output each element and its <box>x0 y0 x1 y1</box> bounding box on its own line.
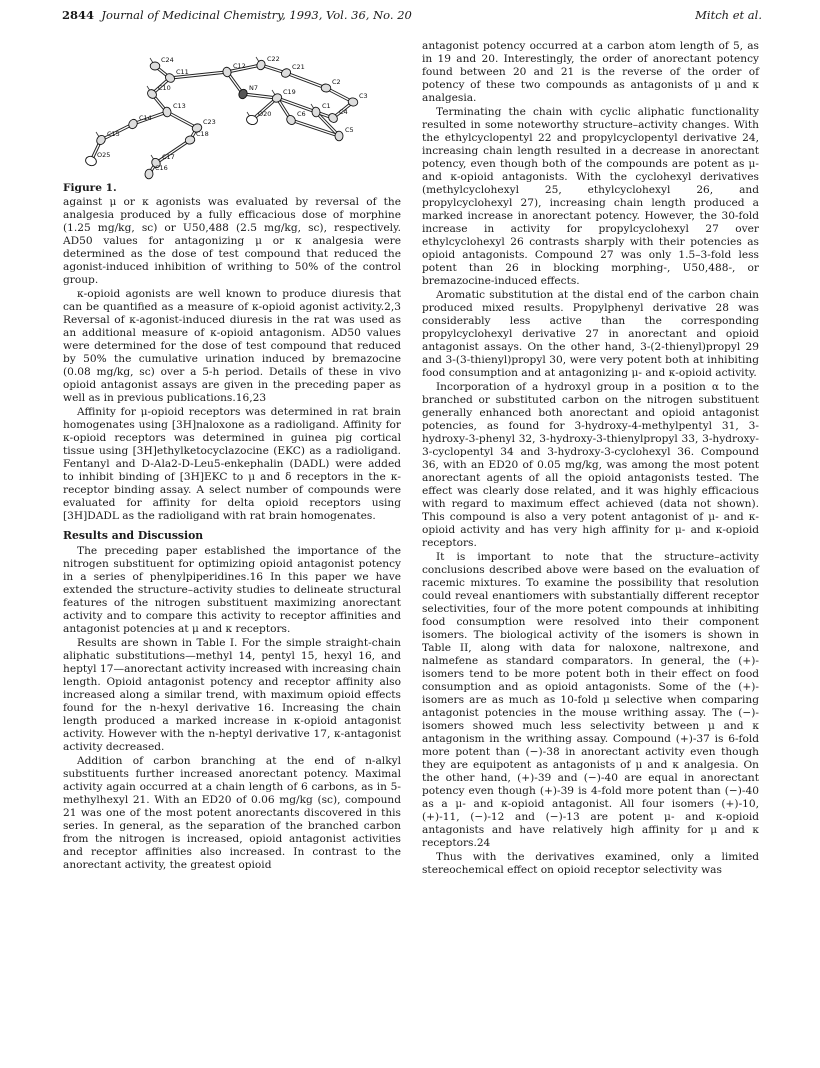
atom-label: O25 <box>97 151 111 159</box>
atom-ellipsoid <box>312 107 321 117</box>
atom-ellipsoid <box>321 84 331 93</box>
atom-label: C14 <box>139 114 152 122</box>
atom-label: C13 <box>173 102 186 110</box>
atom-label: C10 <box>158 84 171 92</box>
running-header <box>62 8 762 28</box>
atom-label: C23 <box>203 118 216 126</box>
atom-label: C11 <box>176 68 189 76</box>
atom-label: N7 <box>249 84 258 92</box>
atom-label: C21 <box>292 63 305 71</box>
section-title: Results and Discussion <box>63 529 204 542</box>
atom-ellipsoid <box>127 118 139 130</box>
page-number: 2844 <box>62 8 95 22</box>
atom-ellipsoid <box>84 155 97 167</box>
atom-label: C12 <box>233 62 246 70</box>
atom-label: C19 <box>283 88 296 96</box>
paragraph: κ-opioid agonists are well known to produce diuresis that can be quantified as a measure of κ-opioid agonist activity.2,3 Reversal of κ-agonist-induced diuresis in the rat was used as an additional measure of κ-opioid antagonism. AD50 values were determined for the dose of test compound that reduced by 50% the cumulative urination induced by bremazocine (0.08 mg/kg, sc) over a 5-h period. Details of these in vivo opioid antagonist assays are given in the preceding paper as well as in previous publications.16,23 <box>63 288 401 404</box>
paragraph: Terminating the chain with cyclic aliphatic functionality resulted in some noteworthy structure–activity changes. With the ethylcyclopentyl 22 and propylcyclopentyl derivative 24, increasing chain length resulted in a decrease in anorectant potency, even though both of the compounds are potent as μ- and κ-opioid antagonists. With the cyclohexyl derivatives (methylcyclohexyl 25, ethylcyclohexyl 26, and propylcyclohexyl 27), increasing chain length produced a marked increase in anorectant potency. However, the 30-fold increase in activity for propylcyclohexyl 27 over ethylcyclohexyl 26 contrasts sharply with their potencies as opioid antagonists. Compound 27 was only 1.5–3-fold less potent than 26 in blocking morphing-, U50,488-, or bremazocine-induced effects. <box>422 106 759 287</box>
paragraph: Incorporation of a hydroxyl group in a position α to the branched or substituted carbon on the nitrogen substituent generally enhanced both anorectant and opioid antagonist potencies, as found for 3-hydroxy-4-methylpentyl 31, 3-hydroxy-3-phenyl 32, 3-hydroxy-3-thienylpropyl 33, 3-hydroxy-3-cyclopentyl 34 and 3-hydroxy-3-cyclohexyl 36. Compound 36, with an ED20 of 0.05 mg/kg, was among the most potent anorectant agents of all the opioid antagonists tested. The effect was clearly dose related, and it was highly efficacious with regard to maximum effect achieved (data not shown). This compound is also a very potent antagonist of μ- and κ-opioid activity and has very high affinity for μ- and κ-opioid receptors. <box>422 381 759 549</box>
atom-label: C1 <box>322 102 331 110</box>
paragraph: against μ or κ agonists was evaluated by reversal of the analgesia produced by a fully efficacious dose of morphine (1.25 mg/kg, sc) or U50,488 (2.5 mg/kg, sc), respectively. AD50 values for antagonizing μ or κ analgesia were determined as the dose of test compound that reduced the agonist-induced inhibition of writhing to 50% of the control group. <box>63 196 401 286</box>
atom-label: C5 <box>345 126 354 134</box>
atom-label: C15 <box>107 130 120 138</box>
atom-label: O20 <box>258 110 272 118</box>
atom-ellipsoid <box>145 169 154 179</box>
paragraph: It is important to note that the structure–activity conclusions described above were based on the evaluation of racemic mixtures. To examine the possibility that resolution could reveal enantiomers with substantially different receptor selectivities, four of the more potent compounds at inhibiting food consumption were resolved into their component isomers. The biological activity of the isomers is shown in Table II, along with data for naloxone, naltrexone, and nalmefene as standard comparators. In general, the (+)-isomers tend to be more potent both in their effect on food consumption and as opioid antagonists. Some of the (+)-isomers are as much as 10-fold μ selective when comparing antagonist potencies in the mouse writhing assay. The (−)-isomers showed much less selectivity between μ and κ antagonism in the writhing assay. Compound (+)-37 is 6-fold more potent than (−)-38 in anorectant activity even though they are equipotent as antagonists of μ and κ analgesia. On the other hand, (+)-39 and (−)-40 are equal in anorectant potency even though (+)-39 is 4-fold more potent than (−)-40 as a μ- and κ-opioid antagonist. All four isomers (+)-10, (+)-11, (−)-12 and (−)-13 are potent μ- and κ-opioid antagonists and have relatively high affinity for μ and κ receptors.24 <box>422 551 759 849</box>
atom-label: C17 <box>162 153 175 161</box>
figure-caption: Figure 1. <box>63 182 117 194</box>
figure-1 <box>63 40 401 182</box>
running-authors: Mitch et al. <box>695 8 762 22</box>
paragraph: The preceding paper established the importance of the nitrogen substituent for optimizing opioid antagonist potency in a series of phenylpiperidines.16 In this paper we have extended the structure–activity studies to delineate structural features of the nitrogen substituent maximizing anorectant activity and to compare this activity to receptor affinities and antagonist potencies at μ and κ receptors. <box>63 545 401 635</box>
atom-ellipsoid <box>335 131 343 141</box>
atom-ellipsoid <box>256 59 267 71</box>
atom-ellipsoid <box>150 62 160 70</box>
paragraph: Thus with the derivatives examined, only a limited stereochemical effect on opioid receptor selectivity was <box>422 851 759 876</box>
paragraph: Results are shown in Table I. For the simple straight-chain aliphatic substitutions—methyl 14, pentyl 15, hexyl 16, and heptyl 17—anorectant activity increased with increasing chain length. Opioid antagonist potency and receptor affinity also increased along a similar trend, with maximum opioid effects found for the n-hexyl derivative 16. Increasing the chain length produced a marked increase in κ-opioid antagonist activity. However with the n-heptyl derivative 17, κ-antagonist activity decreased. <box>63 637 401 753</box>
bond-highlight <box>286 73 326 88</box>
right-column <box>422 40 759 878</box>
paragraph: antagonist potency occurred at a carbon atom length of 5, as in 19 and 20. Interestingly, the order of anorectant potency found between 20 and 21 is the reverse of the order of potency of these two compounds as antagonists of μ and κ analgesia. <box>422 40 759 104</box>
atom-label: C24 <box>161 56 174 64</box>
atom-label: C2 <box>332 78 341 86</box>
left-column <box>63 40 401 873</box>
atom-label: C22 <box>267 55 280 63</box>
crystal-structure-drawing <box>63 40 401 182</box>
paragraph: Affinity for μ-opioid receptors was determined in rat brain homogenates using [3H]naloxone as a radioligand. Affinity for κ-opioid receptors was determined in guinea pig cortical tissue using [3H]ethylketocyclazocine (EKC) as a radioligand. Fentanyl and D-Ala2-D-Leu5-enkephalin (DADL) were added to inhibit binding of [3H]EKC to μ and δ receptors in the κ-receptor binding assay. A select number of compounds were evaluated for affinity for delta opioid receptors using [3H]DADL as the radioligand with rat brain homogenates. <box>63 406 401 522</box>
bond-highlight <box>167 112 197 128</box>
paragraph: Aromatic substitution at the distal end of the carbon chain produced mixed results. Propylphenyl derivative 28 was considerably less active than the corresponding propylcyclohexyl derivative 27 in anorectant and opioid antagonist assays. On the other hand, 3-(2-thienyl)propyl 29 and 3-(3-thienyl)propyl 30, were very potent both at inhibiting food consumption and at antagonizing μ- and κ-opioid activity. <box>422 289 759 379</box>
journal-citation: Journal of Medicinal Chemistry, 1993, Vol. 36, No. 20 <box>101 8 412 22</box>
atom-ellipsoid <box>280 67 292 79</box>
atom-label: C4 <box>339 108 348 116</box>
atom-label: C18 <box>196 130 209 138</box>
atom-label: C6 <box>297 110 306 118</box>
atom-label: C16 <box>155 164 168 172</box>
atom-label: C3 <box>359 92 368 100</box>
paragraph: Addition of carbon branching at the end of n-alkyl substituents further increased anorectant potency. Maximal activity again occurred at a chain length of 6 carbons, as in 5-methylhexyl 21. With an ED20 of 0.06 mg/kg (sc), compound 21 was one of the most potent anorectants discovered in this series. In general, as the separation of the branched carbon from the nitrogen is increased, opioid antagonist activities and receptor affinities also increased. In contrast to the anorectant activity, the greatest opioid <box>63 755 401 871</box>
atom-ellipsoid <box>95 134 107 146</box>
